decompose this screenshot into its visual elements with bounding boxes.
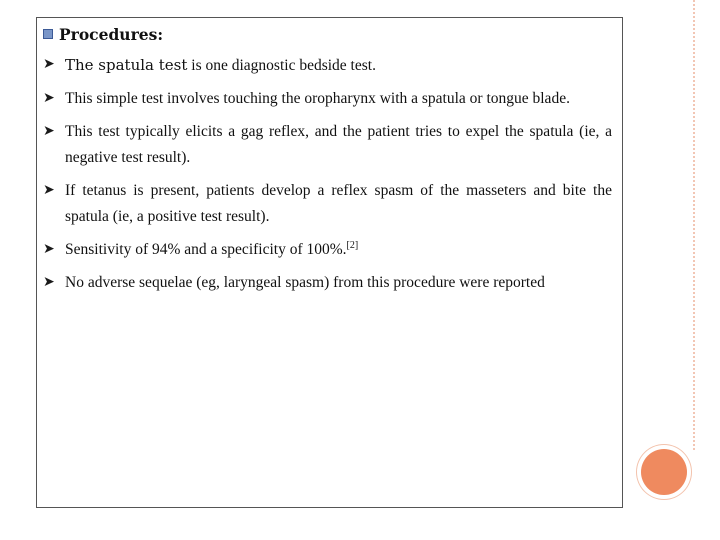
list-item: [43, 86, 612, 112]
decorative-dotted-rule: [693, 0, 695, 450]
arrow-bullet-icon: ➤: [43, 91, 55, 106]
list-item: [43, 178, 612, 230]
bullet-text: [65, 52, 612, 79]
arrow-bullet-icon: ➤: [43, 57, 55, 72]
q-square-bullet-icon: [43, 29, 53, 39]
arrow-bullet-icon: ➤: [43, 242, 55, 257]
section-heading: [43, 22, 612, 46]
arrow-bullet-icon: ➤: [43, 183, 55, 198]
heading-label: Procedures:: [59, 24, 164, 44]
content-box: [36, 17, 623, 508]
bullet-text: If tetanus is present, patients develop a reflex spasm of the masseters and bite the spatula (ie, a positive test result).: [65, 182, 612, 225]
bullet-text: No adverse sequelae (eg, laryngeal spasm) from this procedure were reported: [65, 274, 545, 291]
citation-superscript: [2]: [346, 239, 359, 251]
bullet-text: This test typically elicits a gag reflex, and the patient tries to expel the spatula (ie, a negative test result).: [65, 123, 612, 166]
arrow-bullet-icon: ➤: [43, 124, 55, 139]
bullet-emphasis: The spatula test: [65, 56, 188, 74]
list-item: [43, 52, 612, 79]
arrow-bullet-icon: ➤: [43, 275, 55, 290]
bullet-list: [43, 52, 612, 296]
list-item: [43, 237, 612, 263]
list-item: [43, 270, 612, 296]
decorative-accent-circle: [641, 449, 687, 495]
bullet-body: is one diagnostic bedside test.: [187, 57, 376, 74]
list-item: [43, 119, 612, 171]
bullet-text: [65, 237, 612, 263]
bullet-text: This simple test involves touching the oropharynx with a spatula or tongue blade.: [65, 90, 570, 107]
bullet-body: Sensitivity of 94% and a specificity of 100%.: [65, 241, 347, 258]
